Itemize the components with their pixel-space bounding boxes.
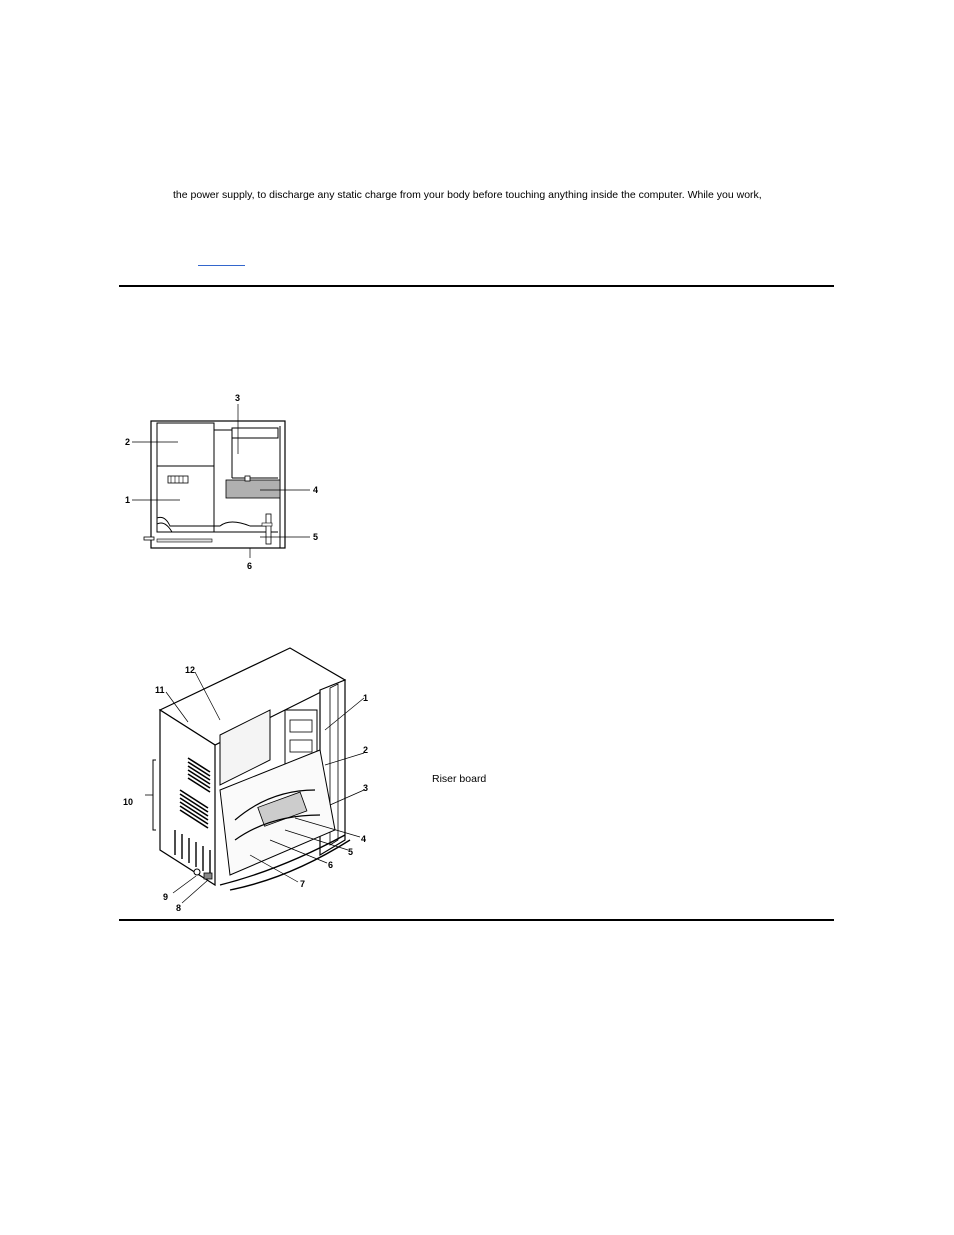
computer-interior-illustration [120, 640, 380, 915]
callout-label: 10 [123, 797, 134, 807]
callout-label: 9 [163, 892, 169, 902]
callout-label: 1 [363, 693, 369, 703]
callout-label: 11 [155, 685, 165, 695]
cross-reference-link[interactable] [198, 258, 245, 266]
callout-label: 2 [125, 437, 131, 447]
callout-label: 12 [185, 665, 196, 675]
callout-label: 2 [363, 745, 369, 755]
callout-label: 3 [235, 393, 241, 403]
chassis-layout-diagram [120, 390, 330, 575]
callout-label: 1 [125, 495, 131, 505]
section-divider-bottom [119, 919, 834, 921]
callout-label: 4 [313, 485, 319, 495]
body-text-line: the power supply, to discharge any static charge from your body before touching anything inside the computer. While you work, [173, 189, 762, 201]
callout-label: 6 [328, 860, 334, 870]
section-divider-top [119, 285, 834, 287]
callout-label: 8 [176, 903, 182, 913]
callout-label: 3 [363, 783, 369, 793]
callout-label: 6 [247, 561, 253, 571]
callout-label: 7 [300, 879, 306, 889]
figure-legend-item: Riser board [432, 773, 487, 785]
callout-label: 5 [313, 532, 319, 542]
callout-label: 5 [348, 847, 354, 857]
callout-label: 4 [361, 834, 367, 844]
